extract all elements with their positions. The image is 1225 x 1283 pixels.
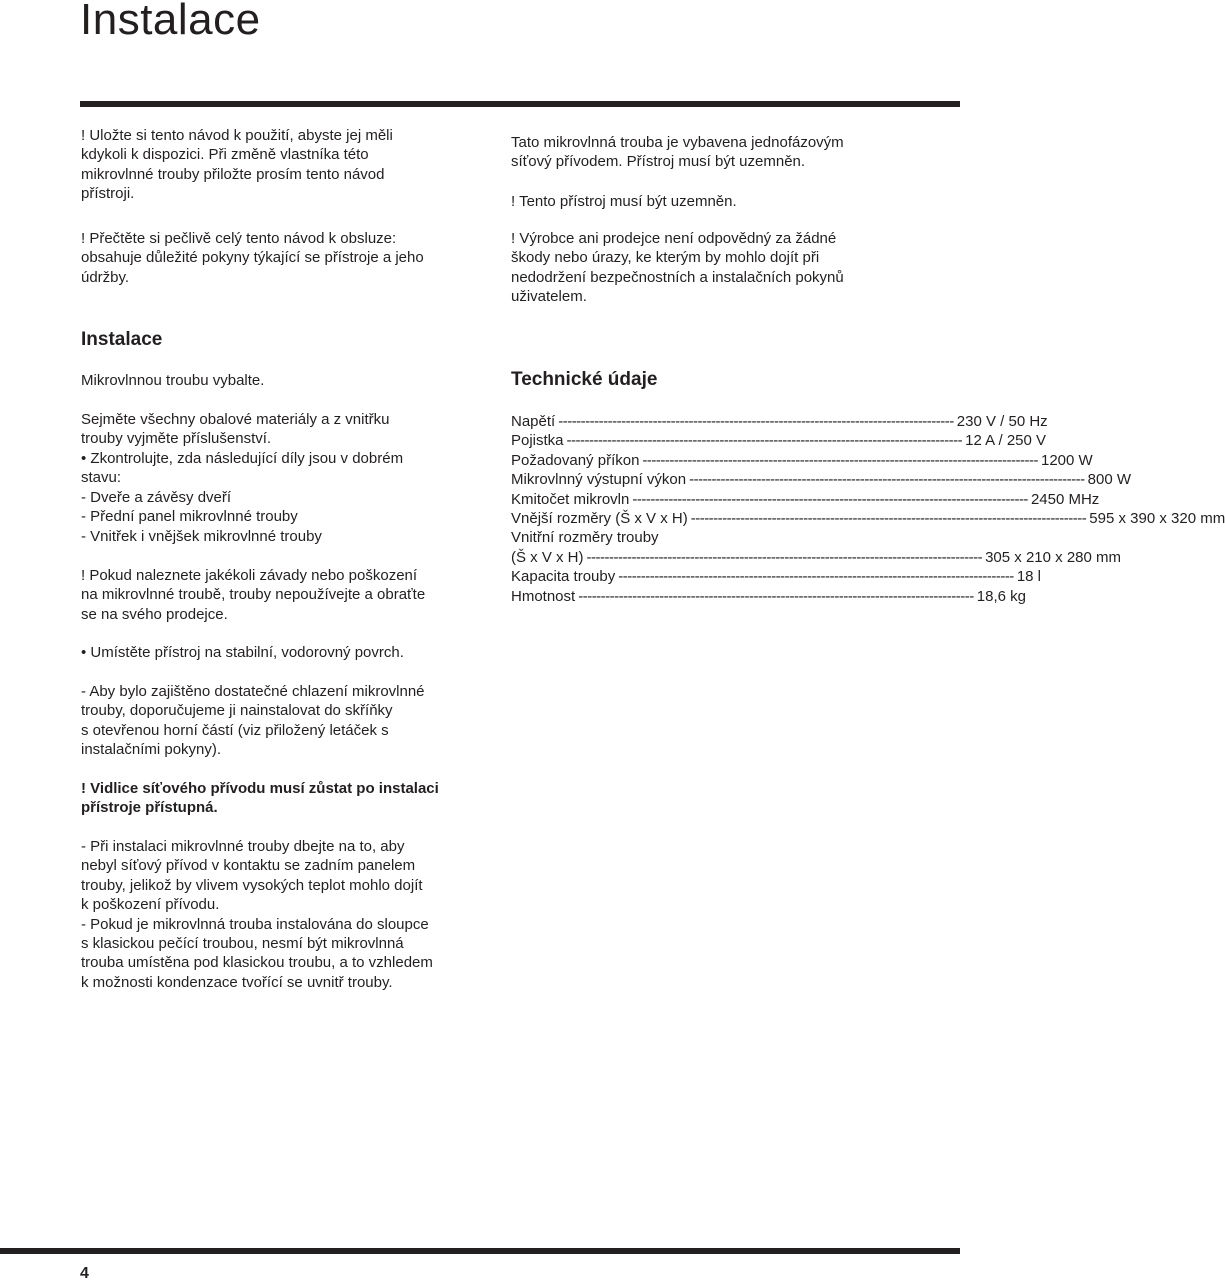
footer-rule xyxy=(0,1248,960,1254)
cooling-text: - Aby bylo zajištěno dostatečné chlazení mikrovlnné trouby, doporučujeme ji nainstalovat do skříňky s otevřenou horní částí (viz přiložený letáček s instalačními pokyny). xyxy=(81,683,425,759)
spec-value: 800 W xyxy=(1087,471,1132,489)
spec-row xyxy=(511,431,1047,450)
spec-label: (Š x V x H) xyxy=(511,548,584,566)
spec-row xyxy=(511,528,914,547)
spec-row xyxy=(511,548,1122,567)
spec-row xyxy=(511,451,1093,470)
spec-leader: ---------------------------------------------------------------------------------------- xyxy=(632,490,1028,508)
spec-value: 2450 MHz xyxy=(1030,490,1100,508)
spec-leader: ---------------------------------------------------------------------------------------- xyxy=(689,471,1085,489)
grounding-text: ! Tento přístroj musí být uzemněn. xyxy=(511,193,737,210)
spec-leader: ---------------------------------------------------------------------------------------- xyxy=(690,509,1087,527)
liability-note xyxy=(511,229,921,307)
spec-row xyxy=(511,412,1048,431)
spec-label: Vnitřní rozměry trouby xyxy=(511,529,659,547)
placement-text: • Umístěte přístroj na stabilní, vodorovný povrch. xyxy=(81,644,404,661)
read-manual-note xyxy=(81,229,481,287)
spec-value: 230 V / 50 Hz xyxy=(956,413,1048,430)
cable-and-column-instructions xyxy=(81,837,481,992)
keep-manual-text: ! Uložte si tento návod k použití, abyste jej měli kdykoli k dispozici. Při změně vlastníka této mikrovlnné trouby přiložte prosím tento návod přístroji. xyxy=(81,127,393,203)
damage-warning-text: ! Pokud naleznete jakékoli závady nebo poškození na mikrovlnné troubě, trouby nepoužívejte a obraťte se na svého prodejce. xyxy=(81,567,426,623)
spec-row xyxy=(511,490,1100,509)
page-number: 4 xyxy=(80,1265,89,1282)
spec-value: 18 l xyxy=(1016,568,1041,586)
spec-value: 12 A / 250 V xyxy=(965,432,1047,450)
spec-value: 305 x 210 x 280 mm xyxy=(985,548,1122,566)
keep-manual-note xyxy=(81,126,481,204)
power-supply-note xyxy=(511,133,921,172)
unpack-instruction xyxy=(81,371,481,390)
spec-leader: ---------------------------------------------------------------------------------------- xyxy=(578,587,974,605)
spec-label: Hmotnost xyxy=(511,587,576,605)
spec-leader: ---------------------------------------------------------------------------------------- xyxy=(566,432,963,450)
spec-row xyxy=(511,470,1132,489)
spec-label: Požadovaný příkon xyxy=(511,451,640,469)
spec-label: Kapacita trouby xyxy=(511,568,616,586)
page-title: Instalace xyxy=(80,0,261,44)
spec-leader: ---------------------------------------------------------------------------------------- xyxy=(586,548,983,566)
header-rule xyxy=(80,101,960,107)
remove-packaging-text: Sejměte všechny obalové materiály a z vnitřku trouby vyjměte příslušenství. xyxy=(81,411,390,448)
read-manual-text: ! Přečtěte si pečlivě celý tento návod k obsluze: obsahuje důležité pokyny týkající se přístroje a jeho údržby. xyxy=(81,230,424,286)
cable-column-text: - Při instalaci mikrovlnné trouby dbejte na to, aby nebyl síťový přívod v kontaktu se zadním panelem trouby, jelikož by vlivem vysokých teplot mohlo dojít k poškození přívodu. - Pokud je mikrovlnná trouba instalována do sloupce s klasickou pečící troubou, nesmí být mikrovlnná trouba umístěna pod klasickou troubu, a to vzhledem k možnosti kondenzace tvořící se uvnitř trouby. xyxy=(81,838,433,991)
remove-packaging-instruction xyxy=(81,410,481,449)
spec-label: Vnější rozměry (Š x V x H) xyxy=(511,509,688,527)
technical-data-heading: Technické údaje xyxy=(511,369,658,390)
plug-access-text: ! Vidlice síťového přívodu musí zůstat po instalaci přístroje přístupná. xyxy=(81,780,439,817)
damage-warning xyxy=(81,566,481,624)
spec-row xyxy=(511,567,1041,586)
spec-label: Kmitočet mikrovln xyxy=(511,490,630,508)
spec-row xyxy=(511,587,1026,606)
spec-row xyxy=(511,509,1225,528)
spec-leader: ---------------------------------------------------------------------------------------- xyxy=(618,568,1014,586)
spec-label: Napětí xyxy=(511,413,556,430)
placement-instruction xyxy=(81,643,481,662)
spec-leader: ---------------------------------------------------------------------------------------- xyxy=(558,413,954,430)
spec-leader: ---------------------------------------------------------------------------------------- xyxy=(642,451,1038,469)
spec-value: 18,6 kg xyxy=(976,587,1026,605)
technical-specs-table xyxy=(511,412,1225,606)
inspect-parts-list xyxy=(81,449,481,546)
liability-text: ! Výrobce ani prodejce není odpovědný za žádné škody nebo úrazy, ke kterým by mohlo dojít při nedodržení bezpečnostních a instalačních pokynů uživatelem. xyxy=(511,230,844,306)
unpack-text: Mikrovlnnou troubu vybalte. xyxy=(81,372,265,389)
spec-label: Pojistka xyxy=(511,432,564,450)
cooling-instruction xyxy=(81,682,481,760)
spec-value: 595 x 390 x 320 mm xyxy=(1089,509,1225,527)
spec-label: Mikrovlnný výstupní výkon xyxy=(511,471,687,489)
inspect-parts-text: • Zkontrolujte, zda následující díly jsou v dobrém stavu: - Dveře a závěsy dveří - Přední panel mikrovlnné trouby - Vnitřek i vnějšek mikrovlnné trouby xyxy=(81,450,404,545)
spec-value: 1200 W xyxy=(1041,451,1093,469)
grounding-warning xyxy=(511,192,921,211)
power-supply-text: Tato mikrovlnná trouba je vybavena jednofázovým síťový přívodem. Přístroj musí být uzemněn. xyxy=(511,134,844,171)
plug-access-warning xyxy=(81,779,481,818)
installation-heading: Instalace xyxy=(81,329,163,350)
